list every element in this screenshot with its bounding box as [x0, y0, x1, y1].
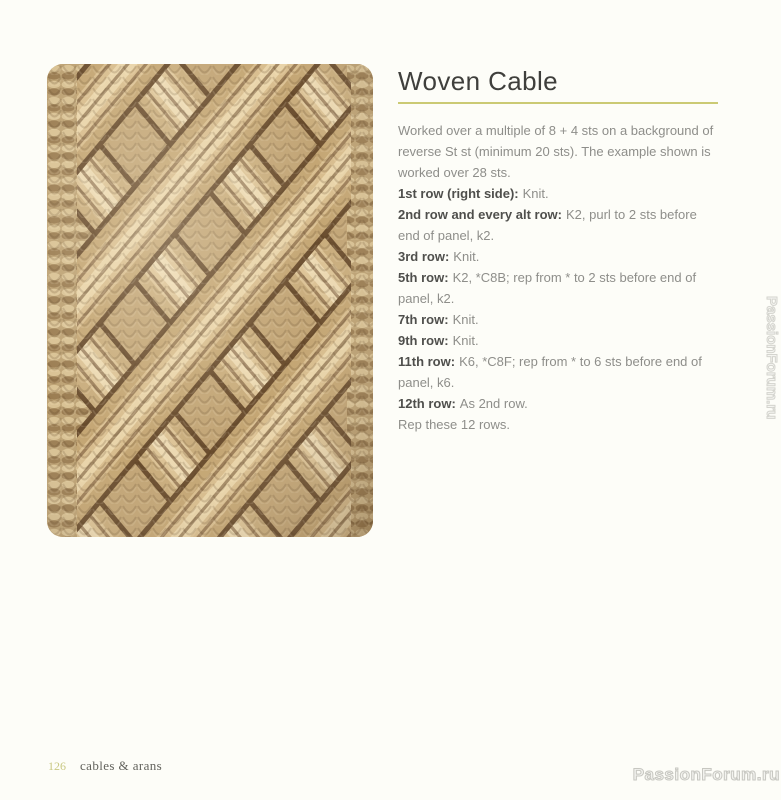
row-label: 5th row:: [398, 270, 449, 285]
woven-cable-swatch-photo: [47, 64, 373, 537]
instruction-row: [398, 267, 722, 309]
watermark-vertical: PassionForum.ru: [763, 296, 780, 420]
title-underline: [398, 102, 718, 104]
row-text: Knit.: [452, 333, 479, 348]
row-label: 1st row (right side):: [398, 186, 519, 201]
instruction-row: [398, 183, 722, 204]
page-title: Woven Cable: [398, 66, 559, 96]
row-text: As 2nd row.: [459, 396, 528, 411]
instruction-row: [398, 414, 722, 435]
instruction-row: [398, 393, 722, 414]
pattern-column: [398, 66, 722, 435]
instruction-row: [398, 246, 722, 267]
row-text: K2, purl to 2 sts before end of panel, k2.: [398, 207, 697, 243]
row-label: 2nd row and every alt row:: [398, 207, 562, 222]
row-label: 3rd row:: [398, 249, 450, 264]
row-text: K6, *C8F; rep from * to 6 sts before end of panel, k6.: [398, 354, 702, 390]
row-label: 7th row:: [398, 312, 449, 327]
section-title: cables & arans: [80, 758, 163, 773]
intro-paragraph: Worked over a multiple of 8 + 4 sts on a background of reverse St st (minimum 20 sts). The example shown is worked over 28 sts.: [398, 123, 714, 180]
row-text: Knit.: [452, 312, 479, 327]
row-label: 12th row:: [398, 396, 456, 411]
row-text: K2, *C8B; rep from * to 2 sts before end of panel, k2.: [398, 270, 697, 306]
watermark-bottom: PassionForum.ru: [632, 765, 780, 784]
page-footer: [48, 758, 162, 774]
knit-texture-graphic: [47, 64, 373, 537]
row-label: 11th row:: [398, 354, 456, 369]
instruction-row: [398, 309, 722, 330]
row-text: Knit.: [522, 186, 549, 201]
row-text: Knit.: [453, 249, 480, 264]
pattern-instructions: [398, 120, 722, 435]
page-number: 126: [48, 759, 66, 773]
instruction-row: [398, 330, 722, 351]
row-label: 9th row:: [398, 333, 449, 348]
instruction-row: [398, 204, 722, 246]
instruction-row: [398, 351, 722, 393]
row-text: Rep these 12 rows.: [398, 417, 511, 432]
